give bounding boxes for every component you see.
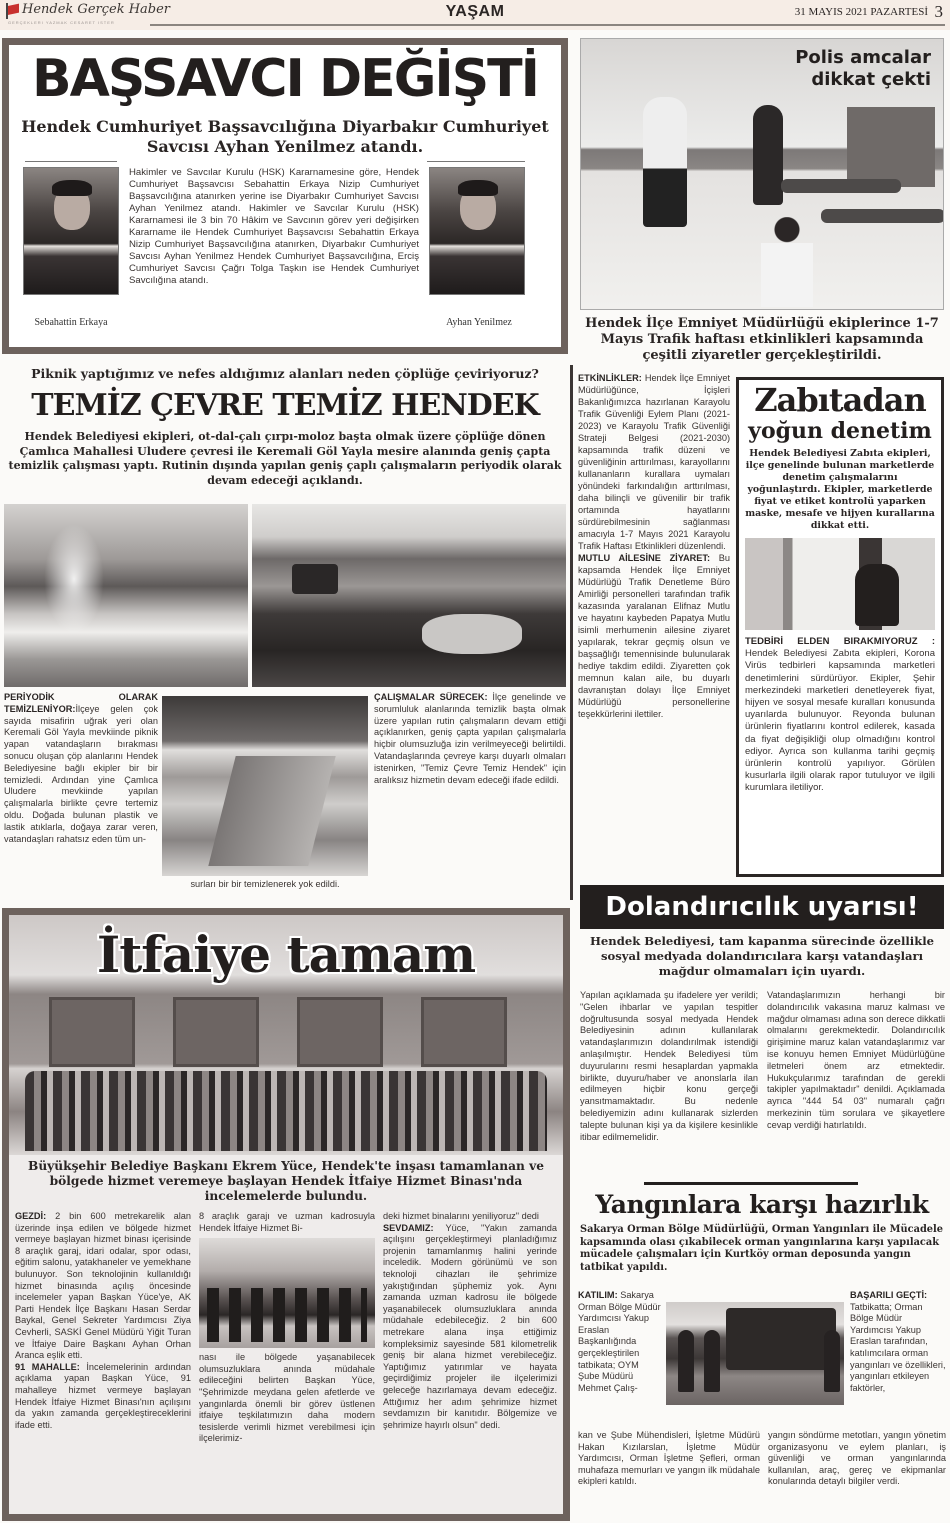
section-title: YAŞAM [445,3,505,20]
article-bassavci [2,38,568,354]
section-label: 91 MAHALLE: [15,1361,80,1372]
article-itfaiye [2,908,570,1521]
pond [422,614,522,654]
divider [427,161,525,162]
temiz-col2 [374,692,566,786]
group-photo-people [25,1071,547,1151]
person-figure [678,1330,694,1392]
wall-board [847,107,935,187]
police-title-line2: dikkat çekti [811,69,931,90]
police-officer-figure [753,105,783,205]
dolandiricilik-banner [580,885,944,929]
section-text: İlçeye gelen çok sayıda misafirin uğrak yeri olan Keremali Göl Yayla mevkiinde piknik yapan vatandaşların bırakması sonucu oluşan çöp alanlarını Hendek Belediyesine bağlı ekipler bir bir temizledi. Ardından yine Çamlıca Uludere mevkiinde yapılan çalışmalarla birlikte çevre tertemiz oldu. Doğada bulunan plastik ve lastik atıklarla, doğaya zarar veren, vatandaşları rahatsız eden tüm un- [4,703,158,844]
bassavci-headline: BAŞSAVCI DEĞİŞTİ [31,49,538,109]
section-text: 2 bin 600 metrekarelik alan üzerinde inşa edilen ve bölgede hizmet vermeye başlayan hizmet binası içerisinde 8 araçlık garaj, idari odalar, spor odası, eğitim salonu, yatakhaneler ve yemekhane bulunuyor. Son teknolojinin kullanıldığı hizmet binasında açılış öncesinde incelemeler yapan Başkan Yüce'ye, AK Parti Hendek İlçe Başkanı Hasan Serdar Baykal, Genel Sekreter Yardımcısı Ziya Cevherli, SASKİ Genel Müdürü Yiğit Turan ve İtfaiye Daire Başkanı Ayhan Orhan Aranca eşlik etti. [15,1211,191,1361]
zabita-lead: Hendek Belediyesi Zabıta ekipleri, ilçe genelinde bulunan marketlerde denetim çalışmalarını yoğunlaştırdı. Ekipler, marketlerde fiyat ve etiket kontrolü yaparken maske, mesafe ve hijyen kurallarına dikkat etti. [745,448,935,531]
divider [644,1182,858,1185]
dolandiricilik-col2: Vatandaşlarımızın herhangi bir dolandırıcılık vakasına maruz kalması ve mağdur olmaması adına son derece dikkatli olmalarını gerekmektedir. Dolandırıcılık girişimine maruz kalan vatandaşlarımız var ise konuyu hemen Emniyet Müdürlüğüne iletmeleri önem arz etmektedir. Hukukçularımız tarafından de gerekli takipler yapılmaktadır" denildi. Açıklamada ayrıca "444 54 03" numaralı çağrı merkezinin tüm sorulara ve şikayetlere cevap verdiği hatırlatıldı. [767,990,945,1130]
zabita-title-line2: yoğun denetim [748,418,932,444]
section-text: nası ile bölgede yaşanabilecek olumsuzluklara anında müdahale edileceğini belirten Başkan Yüce, "Şehrimizde meydana gelen afetlerde ve yangınlarda önemli bir görev üstlenen itfaiye teşkilatımızın daha modern tesislerde verimli hizmet verebilmesi için ilçelerimiz- [199,1352,375,1444]
section-label: KATILIM: [578,1290,618,1300]
police-photo-title [795,47,931,91]
itfaiye-col1 [15,1211,191,1431]
article-zabita [736,377,944,877]
yangin-col2-top [850,1290,946,1394]
table-shape [781,179,901,193]
logo-text: Hendek Gerçek Haber [22,2,171,17]
section-text: Tatbikatta; Orman Bölge Müdür Yardımcısı Yakup Eraslan tarafından, katılımcılara orman yangınları ve özellikleri, yangınları etkileyen faktörler, [850,1301,946,1393]
yangin-col2-bottom: yangın söndürme metotları, yangın yönetim organizasyonu ve eylem planları, iş güvenliği ve orman yangınlarında kullanılan, araç, gereç ve ekipmanlar konularında detaylı bilgiler verdi. [768,1430,946,1487]
traffic-officer-figure [643,97,687,227]
yangin-col1-bottom: kan ve Şube Mühendisleri, İşletme Müdürü Hakan Kızılarslan, İşletme Müdür Yardımcısı, Orman İşletme Şefleri, orman muhafaza memurları ve yangın ilk müdahale ekipleri katıldı. [578,1430,760,1487]
police-title-line1: Polis amcalar [795,47,931,68]
police-subhead: Hendek İlçe Emniyet Müdürlüğü ekiplerince 1-7 Mayıs Trafik haftası etkinlikleri kapsamında çeşitli ziyaretler gerçekleştirildi. [580,316,944,364]
photo-sebahattin-erkaya [23,167,119,295]
section-text: Hendek Belediyesi Zabıta ekipleri, Korona Virüs tedbirleri kapsamında marketleri denetimlerini sürdürüyor. Ekipler, Şehir merkezindeki marketleri denetleyerek fiyat, hijyen ve sosyal mesafe kuralları konusunda uyarılarda bulunuyor. Reyonda bulunan ürünlerin fiyatlarını kontrol edilerek, kasada da fiyat değişikliği olup olmadığını kontrol ediyor. Ayrıca son kullanma tarihi geçmiş ürünlerin kontrolü yapılıyor. Görülen kusurlarla ilgili olarak rapor tutuluyor ve ilgili kurumlara iletiliyor. [745,648,935,794]
garage-door [297,997,383,1067]
child-figure [761,217,813,307]
temiz-kicker: Piknik yaptığımız ve nefes aldığımız alanları neden çöplüğe çeviriyoruz? [31,366,539,381]
issue-date: 31 MAYIS 2021 PAZARTESİ [794,6,928,18]
dolandiricilik-lead: Hendek Belediyesi, tam kapanma sürecinde özellikle sosyal medyada dolandırıcılara karşı vatandaşları mağdur olmamaları için uyardı. [589,934,935,978]
excavator [292,564,338,594]
garbage-fire-photo [4,504,248,687]
itfaiye-headline: İtfaiye tamam [96,925,476,984]
smoke [44,524,104,634]
bassavci-body: Hakimler ve Savcılar Kurulu (HSK) Kararnamesine göre, Hendek Cumhuriyet Başsavcısı Sebahattin Erkaya Nizip Cumhuriyet Başsavcılığına atanırken yerine ise Diyarbakır Cumhuriyet Savcısı Ayhan Yenilmez atandı. Hakimler ve Savcılar Kurulu (HSK) Kararnamesi ile 3 bin 70 Hâkim ve Savcının görev yeri değişirken Kararname ile Hendek Cumhuriyet Başsavcısı Sebahattin Erkaya Nizip Cumhuriyet Başsavcılığına atanırken, Diyarbakır Cumhuriyet Savcısı Ayhan Yenilmez Hendek Cumhuriyet Başsavcılığına, Erciş Cumhuriyet Savcısı Çağrı Tolga Taşkın ise Hendek Cumhuriyet Savcılığına atandı. [129,167,419,286]
market-inspection-photo [745,538,935,630]
photo-caption-left: Sebahattin Erkaya [34,317,108,328]
dolandiricilik-col1: Yapılan açıklamada şu ifadelere yer verildi; "Gelen ihbarlar ve yapılan tespitler doğrultusunda sosyal medyada Hendek Belediyesinin adının kullanılarak vatandaşlarımızın dolandırılmak istendiği anlaşılmıştır. Hendek Belediyesi tüm duyurularını resmi hesaplardan yapmakla birlikte, duyuru/haber ve anonslarla ilan edilmeyen hiçbir konu gerçeği yansıtmamaktadır. Bu nedenle belediyemizin adını kullanarak sizlerden talepte bulunan kişi ya da kişilere kesinlikle itibar edilmemelidir. [580,990,758,1142]
section-text: Yüce, "Yakın zamanda açılışını gerçekleştirmeyi planladığımız projenin tamamlanmış halini yerinde inceledik. Modern görünümü ve son teknoloji cihazları ile şehrimize yakıştığından şüphemiz yok. Aynı zamanda uzman kadrosu ile bölgede yaşanabilecek olumsuzluklara anında müdahale edebileceğiz. 2 bin 600 metrekare alana inşa ettiğimiz kompleksimiz sayesinde 581 kilometrelik geniş bir alana hizmet verebileceğiz. Yaptığımız yatırımlar ve hayata geçirdiğimiz projeler ile ilçelerimizi geleceğe hazırlamaya devam edeceğiz. Attığımız her adım şehrimize hizmet sevdamızın bir kanıtıdır. Bölgemize ve şehrimize hayırlı olsun" dedi. [383,1222,557,1430]
temiz-col1 [4,692,158,845]
zabita-body [739,630,941,795]
bassavci-subhead: Hendek Cumhuriyet Başsavcılığına Diyarbakır Cumhuriyet Savcısı Ayhan Yenilmez atandı. [21,117,549,156]
section-label: BAŞARILI GEÇTİ: [850,1290,928,1300]
excavator-photo [252,504,566,687]
section-text: Sakarya Orman Bölge Müdür Yardımcısı Yakup Eraslan Başkanlığında gerçekleştirilen tatbikata; OYM Şube Müdürü Mehmet Çalış- [578,1290,661,1393]
table-shape [821,209,944,223]
section-text: İncelemelerinin ardından açıklama yapan Başkan Yüce, 91 mahalleye hizmet vermeye başlayan Hendek İtfaiye Hizmet Binası'nın açılışını da yakın zamanda gerçekleştireceklerini ifade etti. [15,1361,191,1430]
yangin-headline: Yangınlara karşı hazırlık [595,1190,929,1219]
section-text: 8 araçlık garajı ve uzman kadrosuyla Hendek İtfaiye Hizmet Bi- [199,1211,375,1233]
section-label: SEVDAMIZ: [383,1222,434,1233]
itfaiye-col2 [199,1211,375,1445]
itfaiye-lead: Büyükşehir Belediye Başkanı Ekrem Yüce, Hendek'te inşası tamamlanan ve bölgede hizmet veremeye başlayan Hendek İtfaiye Hizmet Binası'nda incelemelerde bulundu. [28,1159,544,1203]
temiz-headline: TEMİZ ÇEVRE TEMİZ HENDEK [31,388,539,423]
section-label: TEDBİRİ ELDEN BIRAKMIYORUZ : [745,636,935,647]
divider [25,161,117,162]
yangin-lead: Sakarya Orman Bölge Müdürlüğü, Orman Yangınları ile Mücadele kapsamında olası çıkabilecek orman yangınlarına karşı yapılacak mücadele çalışmaları için Kurtköy orman deposunda yangın tatbikat yapıldı. [580,1224,943,1273]
section-text: deki hizmet binalarını yeniliyoruz" dedi [383,1211,539,1221]
fire-truck [726,1308,836,1370]
police-body [578,372,730,720]
photo-caption-right: Ayhan Yenilmez [446,317,512,328]
column-divider [570,365,573,900]
officials-photo [199,1238,375,1348]
itfaiye-col3 [383,1211,557,1431]
garage-door [421,997,507,1067]
section-text: İlçe genelinde ve sorumluluk alanlarında temizlik başta olmak üzere yapılan rutin çalışmaların devam ettiği açıklanırken, geniş çapta yapılan çalışmalarla hiçbir olumsuzluğa izin verilmeyeceği belirtildi. Vatandaşlarında çevreye karşı duyarlı olmaları istenirken, "Temiz Çevre Temiz Hendek" için aralıksız hizmetin devam edeceği ifade edildi. [374,692,566,785]
police-classroom-photo [580,38,944,310]
banner-text: Dolandırıcılık uyarısı! [605,892,919,922]
yangin-col1-top [578,1290,662,1394]
garage-door [49,997,135,1067]
masthead [0,0,950,30]
water [208,756,335,866]
section-label: ETKİNLİKLER: [578,373,642,383]
fire-drill-photo [666,1302,844,1405]
section-text: Bu kapsamda Hendek İlçe Emniyet Müdürlüğü Trafik Denetleme Büro Amirliği personelleri tarafından trafik kazasında yaralanan Elifnaz Mutlu ve hayatını kaybeden Papatya Mutlu isimli merhumenin ailesine ziyaret yapılarak, tekrar geçmiş olsun ve başsağlığı temennisinde bulunularak hediye takdim edildi. Ziyaretten çok memnun kalan aile, bu duyarlı davranıştan dolayı İlçe Emniyet Müdürlüğü personellerine teşekkürlerini ilettiler. [578,553,730,719]
zabita-title-line1: Zabıtadan [754,381,926,419]
garage-door [173,997,259,1067]
logo-tagline: GERÇEKLERI YAZMAK CESARET ISTER [8,20,115,25]
person-figure [824,1330,840,1392]
temiz-lead: Hendek Belediyesi ekipleri, ot-dal-çalı çırpı-moloz başta olmak üzere çöplüğe dönen Çamlıca Mahallesi Uludere çevresi ile Keremali Göl Yayla mesire alanında geniş çapta temizlik çalışması yaptı. Rutinin dışında yapılan geniş çaplı çalışmaların periyodik olarak devam edeceği açıklandı. [8,430,562,487]
section-label: MUTLU AİLESİNE ZİYARET: [578,553,711,563]
section-label: GEZDİ: [15,1211,47,1221]
section-text: Hendek İlçe Emniyet Müdürlüğünce, İçişleri Bakanlığımızca hazırlanan Karayolu Trafik Güvenliği Eylem Planı (2021-2023) ve Karayolu Trafik Güvenliği Strateji Belgesi (2021-2030) kapsamında trafik düzeni ve güvenliğinin arttırılması, karayollarını kullananların kurallara uymaları yönündeki farkındalığın arttırılması, daha bilinçli ve güvenilir bir trafik ortamında hayatlarını sürdürebilmesinin sağlanması amacıyla 1-7 Mayıs 2021 Karayolu Trafik Haftası Etkinlikleri düzenlendi. [578,373,730,551]
page-number: 3 [934,2,943,21]
section-label: ÇALIŞMALAR SÜRECEK: [374,692,488,702]
person-figure [704,1330,720,1392]
creek-photo [162,696,368,876]
temiz-under-photo: surları bir bir temizlenerek yok edildi. [190,879,340,889]
photo-ayhan-yenilmez [429,167,525,295]
section-label: PERİYODİK OLARAK TEMİZLENİYOR: [4,692,158,714]
header-divider [150,24,945,26]
